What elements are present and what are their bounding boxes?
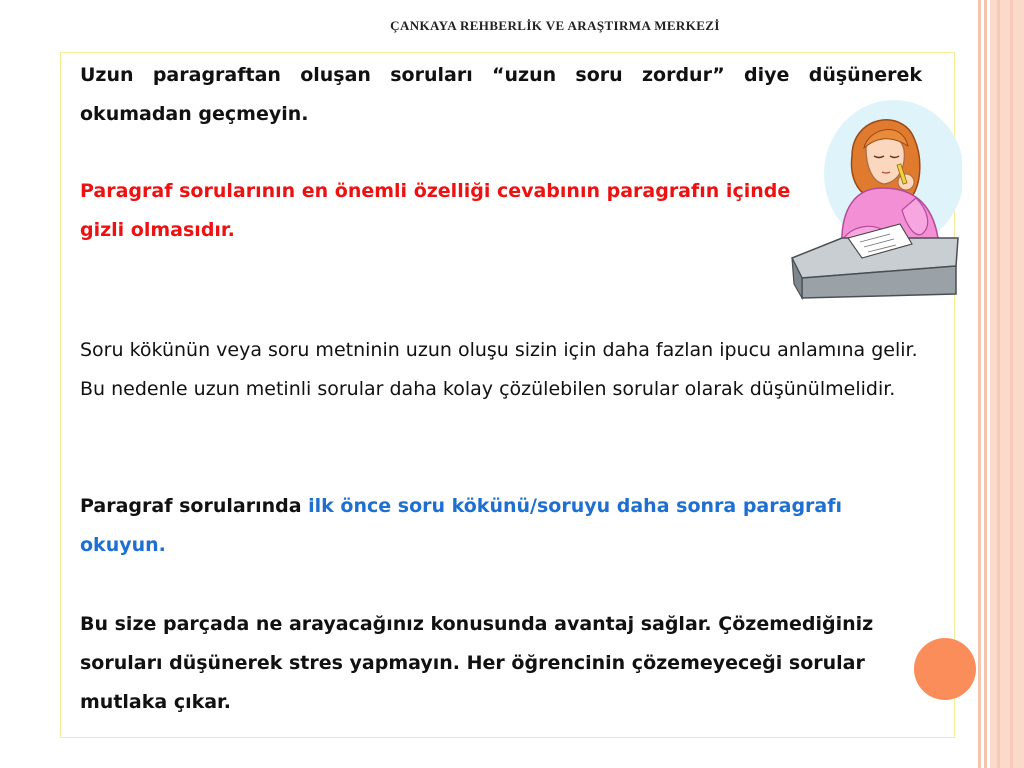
paragraph-key-point: Paragraf sorularının en önemli özelliği cevabının paragrafın içinde gizli olmasıdır. [80, 180, 791, 241]
decorative-stripe [1010, 0, 1013, 768]
decorative-stripe [990, 0, 1024, 768]
decorative-stripe [997, 0, 1000, 768]
reading-order-lead: Paragraf sorularında [80, 495, 309, 517]
paragraph-intro: Uzun paragraftan oluşan soruları “uzun soru zordur” diye düşünerek okumadan geçmeyin. [80, 64, 922, 125]
reading-order-highlight: ilk önce soru kökünü/soruyu daha sonra paragrafı okuyun. [80, 495, 843, 556]
decorative-stripe [984, 0, 987, 768]
paragraph-explanation: Soru kökünün veya soru metninin uzun oluşu sizin için daha fazlan ipucu anlamına gelir. Bu nedenle uzun metinli sorular daha kolay çözülebilen sorular olarak düşünülmelidir. [80, 339, 918, 400]
decorative-orange-circle [914, 638, 976, 700]
paragraph-reading-order [80, 487, 922, 565]
decorative-stripe [978, 0, 981, 768]
paragraph-advice: Bu size parçada ne arayacağınız konusunda avantaj sağlar. Çözemediğiniz soruları düşünerek stres yapmayın. Her öğrencinin çözemeyeceği sorular mutlaka çıkar. [80, 613, 874, 713]
slide-header: ÇANKAYA REHBERLİK VE ARAŞTIRMA MERKEZİ [390, 18, 720, 33]
student-thinking-illustration [782, 98, 962, 302]
